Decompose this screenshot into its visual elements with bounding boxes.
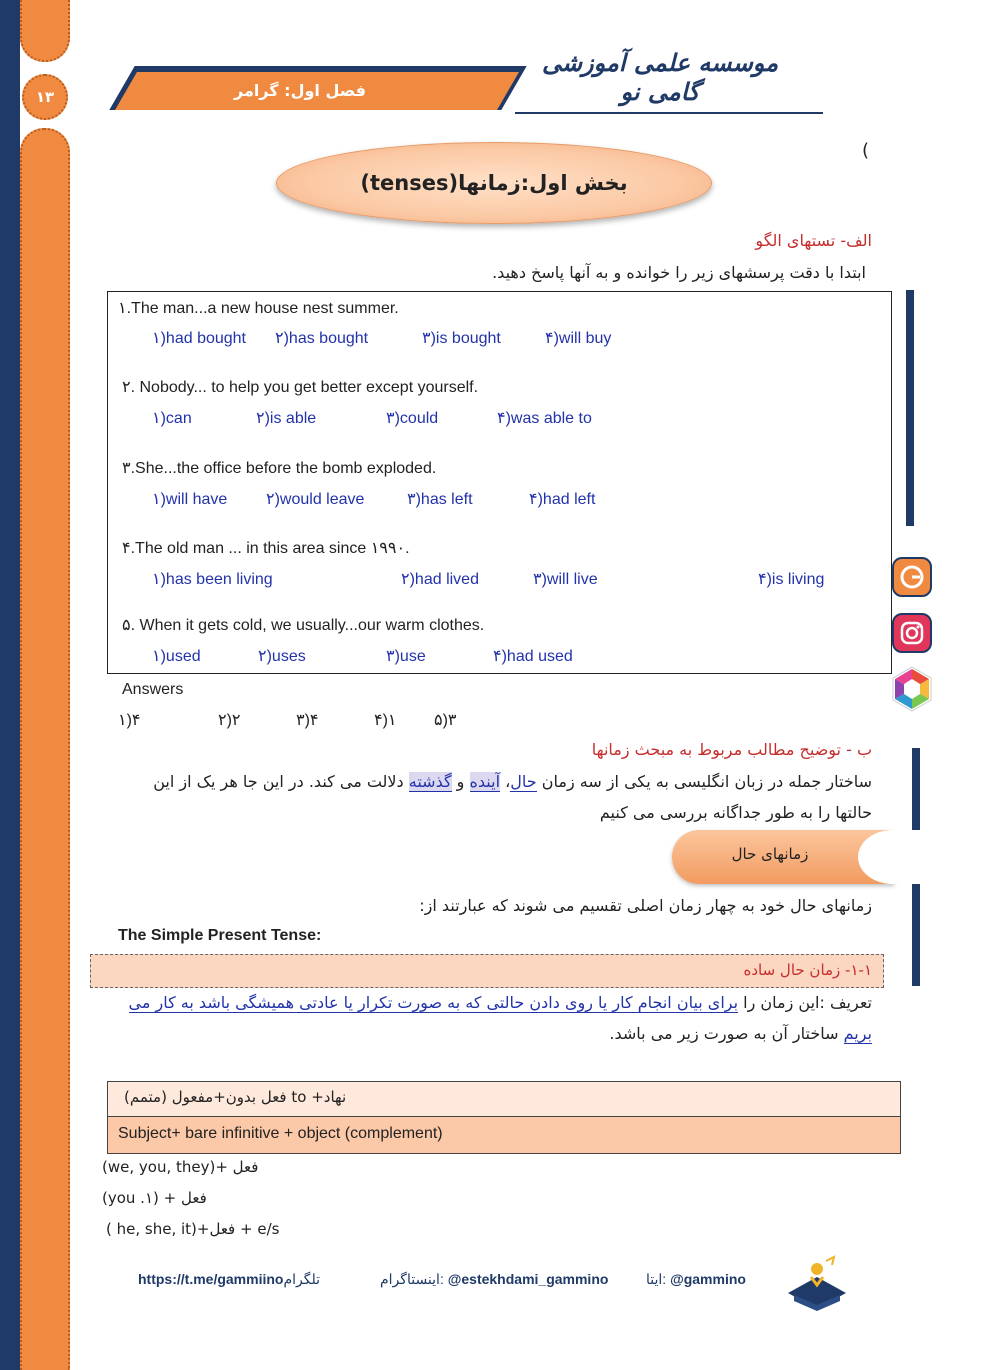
footer-telegram[interactable] (138, 1271, 320, 1288)
definition-text: این زمان را (738, 993, 820, 1012)
conjugation-rule: (we, you, they)+ فعل (102, 1158, 259, 1176)
section-b-paragraph-line1 (98, 772, 872, 791)
conjugation-rule: (you .۱) + فعل (102, 1189, 207, 1207)
question-option: ۳)will live (533, 571, 598, 588)
answer-item: ۲)۲ (218, 712, 241, 729)
question-option: ۱)used (152, 648, 201, 665)
question-text: ۱.The man...a new house nest summer. (118, 300, 399, 317)
answer-item: ۵)۳ (434, 712, 457, 729)
question-option: ۴)will buy (545, 330, 612, 347)
structure-row-en (108, 1117, 900, 1153)
instagram-handle[interactable]: @estekhdami_gammino (447, 1271, 609, 1287)
paragraph-text: دلالت می کند. در این جا هر یک از این (153, 772, 409, 791)
answer-item: ۱)۴ (118, 712, 141, 729)
section-b-paragraph-line2: حالتها را به طور جداگانه بررسی می کنیم (599, 803, 872, 822)
present-tenses-heading: زمانهای حال (731, 845, 809, 863)
header-divider (515, 112, 823, 114)
question-option: ۴)had used (493, 648, 573, 665)
structure-en-text: Subject+ bare infinitive + object (complement) (118, 1125, 443, 1142)
telegram-label: تلگرام (283, 1271, 320, 1287)
accent-bar (906, 290, 914, 526)
chapter-title: فصل اول: گرامر (234, 81, 366, 100)
present-intro: زمانهای حال خود به چهار زمان اصلی تقسیم می شوند که عبارتند از: (419, 896, 872, 915)
question-option: ۴)is living (758, 571, 825, 588)
question-option: ۴)had left (529, 491, 596, 508)
answer-item: ۴)۱ (374, 712, 397, 729)
pill-cutout (858, 830, 928, 884)
question-option: ۱)has been living (152, 571, 273, 588)
instagram-icon[interactable] (892, 613, 932, 653)
section-b-heading: ب - توضیح مطالب مربوط به مبحث زمانها (591, 740, 872, 759)
section-a-intro: ابتدا با دقت پرسشهای زیر را خوانده و به آنها پاسخ دهید. (492, 263, 866, 282)
subsection-title: ۱-۱- زمان حال ساده (743, 961, 872, 979)
keyword-present: حال (510, 772, 537, 791)
side-border-main (20, 128, 70, 1370)
structure-fa-text: نهاد+ to فعل بدون+مفعول (متمم) (124, 1088, 347, 1106)
question-text: ۴.The old man ... in this area since ۱۹۹۰. (122, 540, 410, 557)
simple-present-title: The Simple Present Tense: (118, 927, 322, 944)
side-border-navy (0, 0, 20, 1370)
question-option: ۲)has bought (275, 330, 369, 347)
question-option: ۳)could (386, 410, 439, 427)
question-option: ۳)has left (407, 491, 473, 508)
instagram-label: اینستاگرام: (380, 1271, 444, 1287)
institute-logo-text: موسسه علمی آموزشی گامی نو (541, 48, 779, 106)
question-text: ۳.She...the office before the bomb exploded. (122, 460, 437, 477)
question-option: ۲)would leave (266, 491, 365, 508)
definition-label: تعریف : (819, 993, 872, 1012)
question-option: ۱)will have (152, 491, 228, 508)
stray-paren: ( (862, 140, 870, 161)
answers-label: Answers (122, 681, 184, 698)
structure-table (107, 1081, 901, 1154)
question-text: ۲. Nobody... to help you get better except yourself. (122, 379, 479, 396)
conjugation-rule: ( he, she, it)+فعل + e/s (106, 1220, 280, 1238)
question-option: ۲)is able (256, 410, 317, 427)
question-option: ۱)can (152, 410, 192, 427)
definition-highlight: بریم (843, 1024, 872, 1043)
paragraph-text: ، (500, 772, 511, 791)
eitaa-icon[interactable] (888, 665, 936, 713)
institute-emblem-icon (778, 1255, 856, 1315)
definition-text: ساختار آن به صورت زیر می باشد. (609, 1024, 844, 1043)
paragraph-text: ساختار جمله در زبان انگلیسی به یکی از سه زمان (536, 772, 872, 791)
paragraph-text: و (451, 772, 470, 791)
section-title: بخش اول:زمانها(tenses) (360, 171, 628, 195)
question-option: ۳)is bought (422, 330, 501, 347)
eitaa-handle[interactable]: @gammino (670, 1271, 746, 1287)
eitaa-label: ایتا: (646, 1271, 667, 1287)
telegram-link[interactable]: https://t.me/gammiino (138, 1271, 284, 1287)
section-title-oval (276, 142, 712, 224)
section-a-heading: الف- تستهای الگو (755, 231, 872, 250)
gammino-app-icon[interactable] (892, 557, 932, 597)
question-option: ۱)had bought (152, 330, 246, 347)
footer-instagram[interactable] (380, 1271, 608, 1288)
side-border-top (20, 0, 70, 62)
footer-eitaa[interactable] (646, 1271, 746, 1288)
definition-line2 (560, 1024, 872, 1043)
keyword-future: آینده (469, 772, 501, 791)
question-option: ۲)had lived (401, 571, 479, 588)
structure-row-fa (108, 1082, 900, 1117)
question-option: ۲)uses (258, 648, 306, 665)
definition-highlight: برای بیان انجام کار یا روی دادن حالتی که به صورت تکرار یا عادتی همیشگی باشد به کار می (128, 993, 739, 1012)
definition-line1 (98, 993, 872, 1012)
keyword-past: گذشته (408, 772, 452, 791)
question-option: ۳)use (386, 648, 426, 665)
question-text: ۵. When it gets cold, we usually...our warm clothes. (122, 617, 485, 634)
answer-item: ۳)۴ (296, 712, 319, 729)
page-number: ۱۳ (22, 74, 68, 120)
question-option: ۴)was able to (497, 410, 592, 427)
